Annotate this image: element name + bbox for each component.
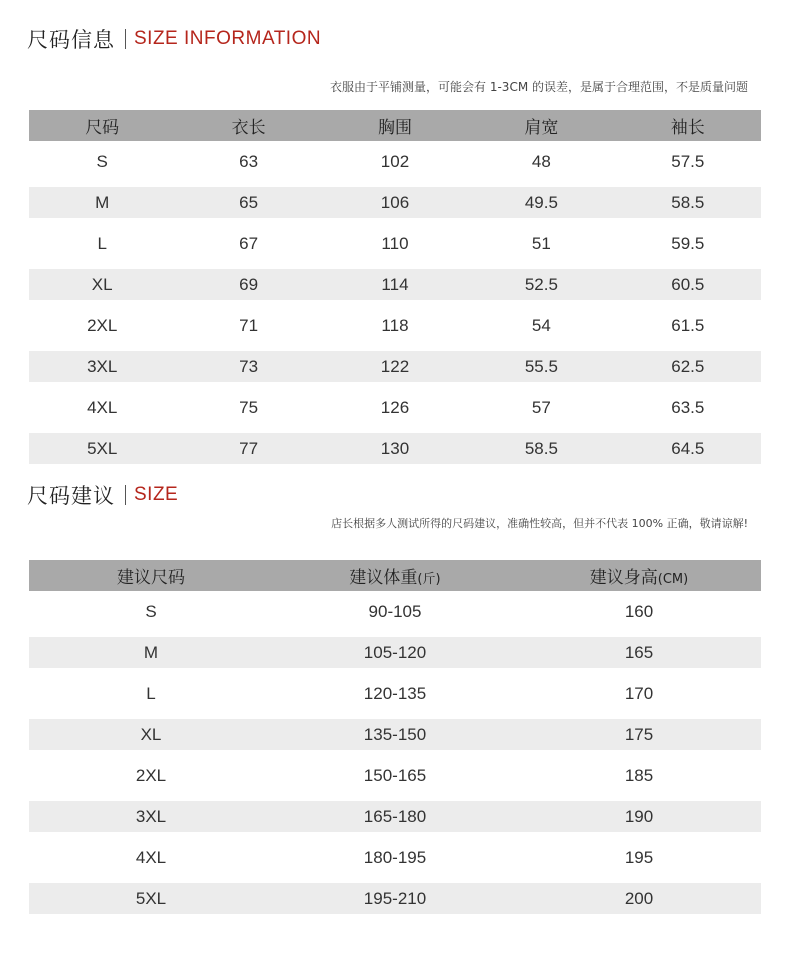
table-cell: 118 [381, 315, 409, 335]
table-cell: S [96, 151, 108, 171]
table-row [29, 387, 761, 428]
suggestion-note: 店长根据多人测试所得的尺码建议，准确性较高，但并不代表 100% 正确，敬请谅解! [331, 517, 748, 530]
table-cell: 180-195 [363, 847, 427, 867]
size-information-table [29, 110, 761, 469]
table-cell: 2XL [135, 765, 167, 785]
table-cell: 65 [175, 182, 321, 223]
table-cell: 73 [175, 346, 321, 387]
table-cell: 135-150 [273, 714, 517, 755]
table-cell: 195-210 [273, 878, 517, 919]
column-header-label: 肩宽 [524, 118, 559, 138]
table-row [29, 796, 761, 837]
table-row [29, 264, 761, 305]
table-cell: 4XL [87, 397, 118, 417]
table-row [29, 714, 761, 755]
table-cell: 71 [239, 315, 259, 335]
table-cell: 57 [531, 397, 551, 417]
table-row [29, 346, 761, 387]
table-cell: 4XL [135, 847, 167, 867]
table-cell: 49.5 [468, 182, 614, 223]
table-cell: 67 [239, 233, 259, 253]
column-header [468, 110, 614, 141]
table-cell: 200 [517, 878, 761, 919]
table-row [29, 755, 761, 796]
table-cell: L [97, 233, 107, 253]
column-header-unit: (CM) [657, 572, 689, 587]
table-cell: 195 [624, 847, 654, 867]
size-suggestion-heading [27, 480, 178, 510]
table-row [29, 837, 761, 878]
table-cell: 3XL [29, 796, 273, 837]
table-cell: 54 [531, 315, 551, 335]
table-cell: 122 [322, 346, 468, 387]
table-cell: 190 [517, 796, 761, 837]
table-header-row [29, 110, 761, 141]
table-cell: 62.5 [615, 346, 761, 387]
column-header [29, 560, 273, 591]
table-cell: 120-135 [363, 683, 427, 703]
table-cell: 126 [380, 397, 410, 417]
table-cell: 150-165 [363, 765, 427, 785]
table-row [29, 428, 761, 469]
table-cell: 90-105 [368, 601, 422, 621]
table-row [29, 878, 761, 919]
size-suggestion-table [29, 560, 761, 919]
table-cell: 110 [381, 233, 409, 253]
table-row [29, 632, 761, 673]
table-cell: 114 [322, 264, 468, 305]
table-cell: 170 [624, 683, 654, 703]
size-information-heading [27, 24, 321, 54]
table-cell: 63 [239, 151, 259, 171]
column-header [615, 110, 761, 141]
table-cell: 185 [624, 765, 654, 785]
table-cell: 60.5 [615, 264, 761, 305]
table-cell: 165-180 [273, 796, 517, 837]
table-row [29, 673, 761, 714]
column-header-label: 建议身高 [589, 568, 658, 588]
table-cell: 48 [531, 151, 551, 171]
table-cell: 55.5 [468, 346, 614, 387]
table-cell: 59.5 [671, 233, 705, 253]
table-cell: 57.5 [671, 151, 705, 171]
title-divider [125, 29, 126, 49]
column-header [322, 110, 468, 141]
column-header [273, 560, 517, 591]
table-cell: 64.5 [615, 428, 761, 469]
table-row [29, 223, 761, 264]
table-cell: 106 [322, 182, 468, 223]
table-cell: 165 [517, 632, 761, 673]
table-cell: 105-120 [273, 632, 517, 673]
table-row [29, 591, 761, 632]
table-cell: 75 [239, 397, 259, 417]
table-cell: XL [29, 714, 273, 755]
size-information-title-en: SIZE INFORMATION [134, 28, 322, 49]
title-divider [125, 485, 126, 505]
table-header-row [29, 560, 761, 591]
column-header-label: 尺码 [85, 118, 120, 138]
table-row [29, 182, 761, 223]
table-cell: 63.5 [671, 397, 705, 417]
column-header-label: 建议尺码 [117, 568, 185, 588]
table-cell: 5XL [29, 428, 175, 469]
table-cell: 160 [624, 601, 654, 621]
column-header [517, 560, 761, 591]
column-header-label: 袖长 [670, 118, 705, 138]
table-cell: 51 [531, 233, 551, 253]
table-cell: 69 [175, 264, 321, 305]
table-cell: L [146, 683, 156, 703]
table-cell: 58.5 [615, 182, 761, 223]
table-cell: 2XL [87, 315, 118, 335]
table-cell: 77 [175, 428, 321, 469]
column-header-unit: (斤) [417, 572, 441, 587]
table-cell: 52.5 [468, 264, 614, 305]
table-cell: M [29, 632, 273, 673]
size-information-title-cn: 尺码信息 [27, 28, 115, 52]
table-cell: 130 [322, 428, 468, 469]
column-header-label: 胸围 [377, 118, 412, 138]
table-cell: 3XL [29, 346, 175, 387]
column-header-label: 衣长 [231, 118, 266, 138]
table-cell: 102 [380, 151, 410, 171]
table-cell: 175 [517, 714, 761, 755]
table-cell: 5XL [29, 878, 273, 919]
column-header [29, 110, 175, 141]
table-cell: 58.5 [468, 428, 614, 469]
table-row [29, 305, 761, 346]
measurement-note: 衣服由于平铺测量，可能会有 1-3CM 的误差，是属于合理范围，不是质量问题 [330, 80, 748, 94]
table-cell: 61.5 [671, 315, 705, 335]
table-cell: S [145, 601, 157, 621]
size-suggestion-title-en: SIZE [134, 484, 179, 505]
size-suggestion-title-cn: 尺码建议 [27, 484, 115, 508]
column-header-label: 建议体重 [349, 568, 418, 588]
table-cell: M [29, 182, 175, 223]
table-cell: XL [29, 264, 175, 305]
table-row [29, 141, 761, 182]
column-header [175, 110, 321, 141]
